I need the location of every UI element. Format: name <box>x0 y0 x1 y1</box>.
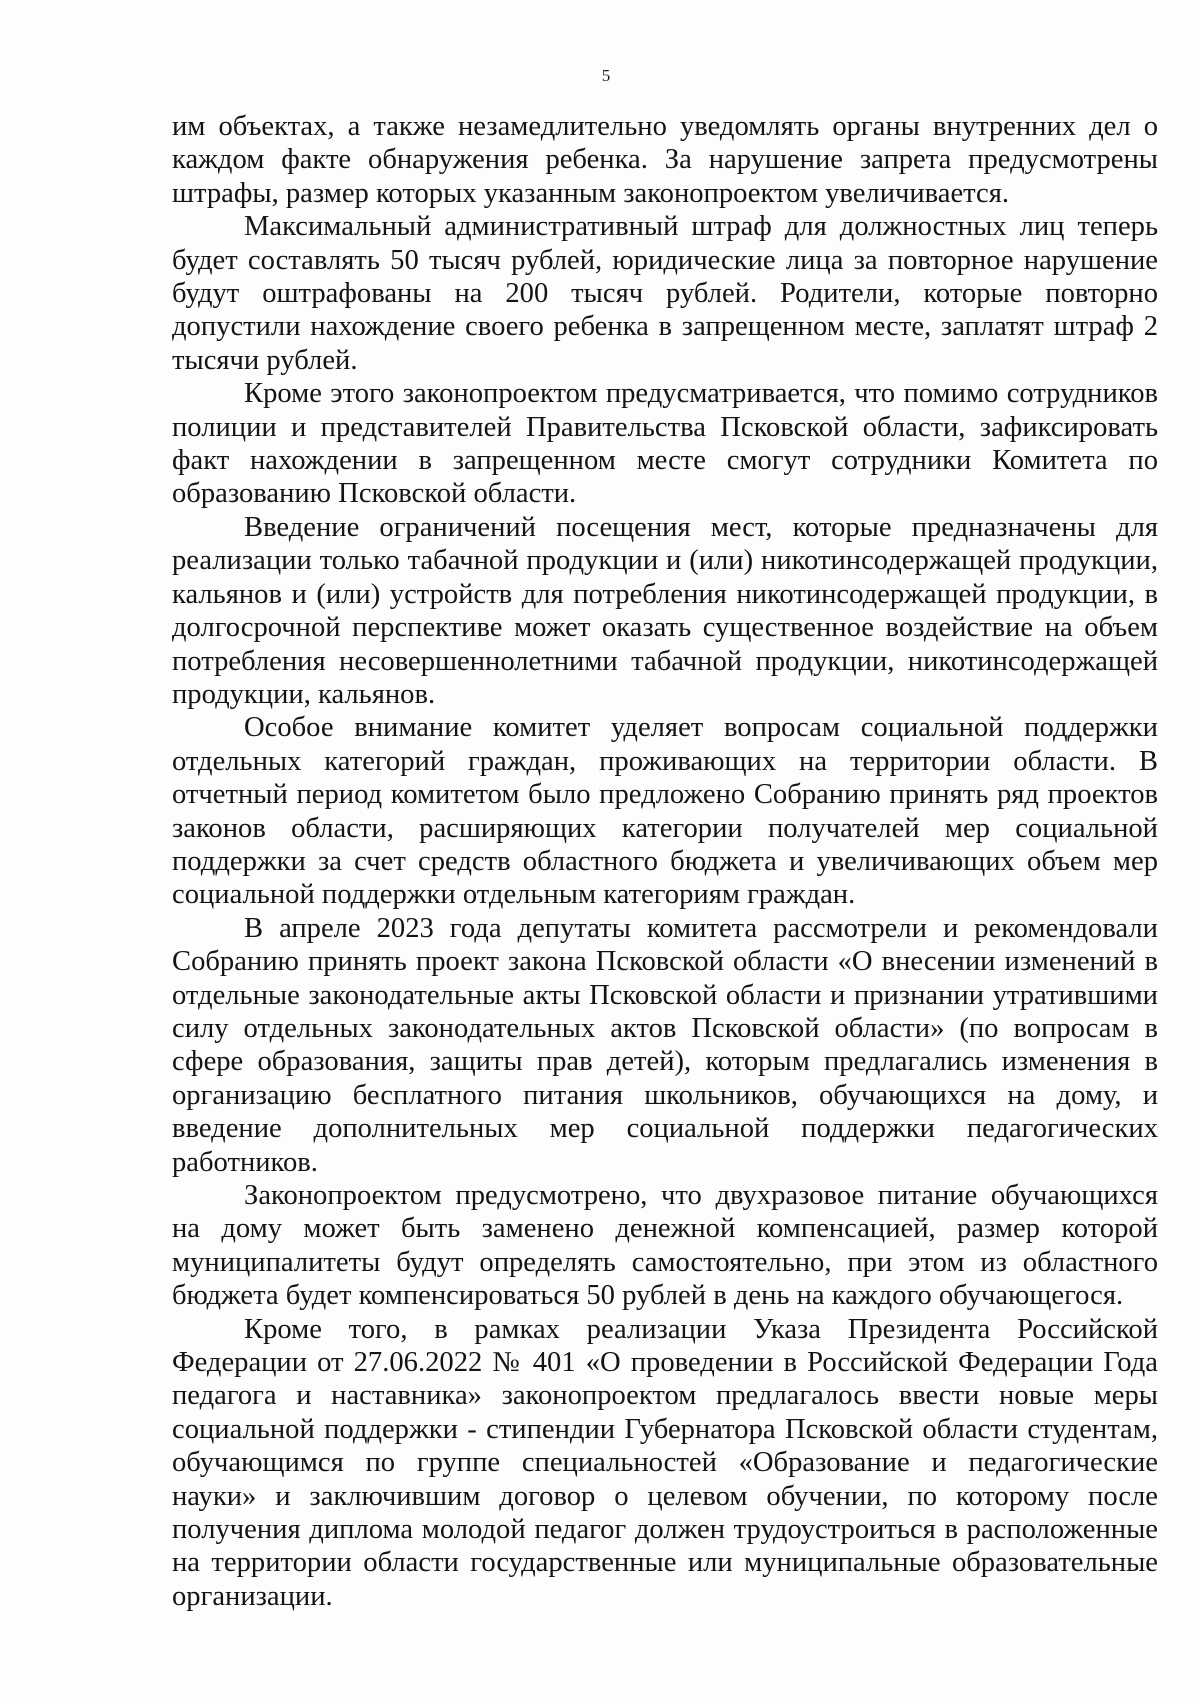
document-body <box>172 110 1158 1613</box>
paragraph-2: Максимальный административный штраф для должностных лиц теперь будет составлять 50 тысяч рублей, юридические лица за повторное нарушение будут оштрафованы на 200 тысяч рублей. Родители, которые повторно допустили нахождение своего ребенка в запрещенном месте, заплатят штраф 2 тысячи рублей. <box>172 211 1158 376</box>
page-number: 5 <box>601 66 611 85</box>
paragraph-8: Кроме того, в рамках реализации Указа Президента Российской Федерации от 27.06.2022 № 401 «О проведении в Российской Федерации Года педагога и наставника» законопроектом предлагалось ввести новые меры социальной поддержки - стипендии Губернатора Псковской области студентам, обучающимся по группе специальностей «Образование и педагогические науки» и заключившим договор о целевом обучении, по которому после получения диплома молодой педагог должен трудоустроиться в расположенные на территории области государственные или муниципальные образовательные организации. <box>172 1313 1158 1612</box>
paragraph-4: Введение ограничений посещения мест, которые предназначены для реализации только табачной продукции и (или) никотинсодержащей продукции, кальянов и (или) устройств для потребления никотинсодержащей продукции, в долгосрочной перспективе может оказать существенное воздействие на объем потребления несовершеннолетними табачной продукции, никотинсодержащей продукции, кальянов. <box>172 511 1158 710</box>
paragraph-3: Кроме этого законопроектом предусматривается, что помимо сотрудников полиции и представителей Правительства Псковской области, зафиксировать факт нахождении в запрещенном месте смогут сотрудники Комитета по образованию Псковской области. <box>172 378 1158 510</box>
paragraph-1: им объектах, а также незамедлительно уведомлять органы внутренних дел о каждом факте обнаружения ребенка. За нарушение запрета предусмотрены штрафы, размер которых указанным законопроектом увеличивается. <box>172 111 1158 209</box>
paragraph-7: Законопроектом предусмотрено, что двухразовое питание обучающихся на дому может быть заменено денежной компенсацией, размер которой муниципалитеты будут определять самостоятельно, при этом из областного бюджета будет компенсироваться 50 рублей в день на каждого обучающегося. <box>172 1180 1158 1312</box>
paragraph-5: Особое внимание комитет уделяет вопросам социальной поддержки отдельных категорий граждан, проживающих на территории области. В отчетный период комитетом было предложено Собранию принять ряд проектов законов области, расширяющих категории получателей мер социальной поддержки за счет средств областного бюджета и увеличивающих объем мер социальной поддержки отдельным категориям граждан. <box>172 712 1158 911</box>
paragraph-6: В апреле 2023 года депутаты комитета рассмотрели и рекомендовали Собранию принять проект закона Псковской области «О внесении изменений в отдельные законодательные акты Псковской области и признании утратившими силу отдельных законодательных актов Псковской области» (по вопросам в сфере образования, защиты прав детей), которым предлагались изменения в организацию бесплатного питания школьников, обучающихся на дому, и введение дополнительных мер социальной поддержки педагогических работников. <box>172 912 1158 1178</box>
